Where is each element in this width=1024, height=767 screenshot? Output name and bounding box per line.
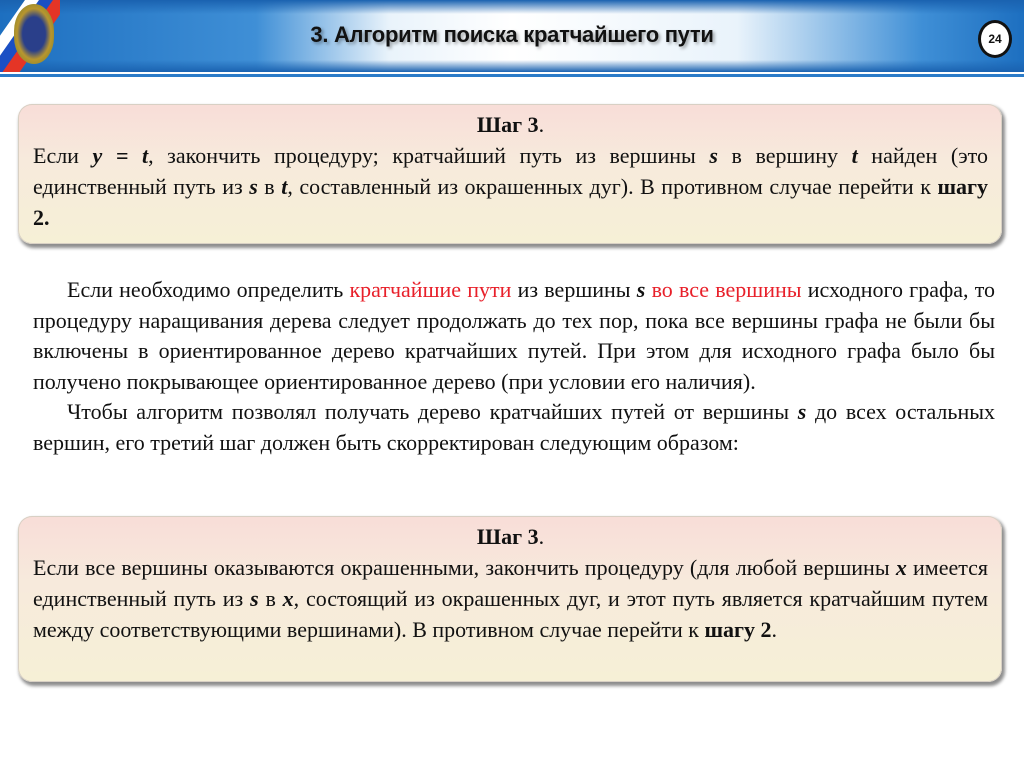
var: s (636, 277, 646, 302)
text: , закончить процедуру; кратчайший путь из вершины (148, 143, 710, 168)
emblem-logo (14, 4, 54, 64)
text: в (258, 586, 283, 611)
var: s (797, 399, 807, 424)
var: t (851, 143, 858, 168)
text: Если необходимо определить (67, 277, 350, 302)
paragraph-2 (33, 397, 995, 458)
heading-dot: . (538, 112, 545, 137)
paragraph-1 (33, 275, 995, 397)
text: Если (33, 143, 93, 168)
step-ref: шагу 2 (704, 617, 772, 642)
step3-heading (33, 522, 988, 552)
step3-box (18, 104, 1002, 244)
step3-text (33, 552, 988, 645)
text: из вершины (511, 277, 637, 302)
main-text (33, 275, 995, 458)
text: Если все вершины оказываются окрашенными, закончить процедуру (для любой вершины (33, 555, 896, 580)
text: . (771, 617, 778, 642)
slide-title: 3. Алгоритм поиска кратчайшего пути (310, 22, 714, 47)
heading-text: Шаг 3 (476, 112, 539, 137)
text: имеется единственный путь из (33, 555, 988, 611)
highlight: кратчайшие пути (349, 277, 512, 302)
text: Чтобы алгоритм позволял получать дерево кратчайших путей от вершины (67, 399, 798, 424)
text: , составленный из окрашенных дуг). В противном случае перейти к (287, 174, 938, 199)
text: найден (это единственный путь из (33, 143, 988, 199)
step3-text (33, 140, 988, 233)
var: x (282, 586, 294, 611)
var: s (250, 586, 259, 611)
heading-dot: . (538, 524, 545, 549)
formula: y = t (92, 143, 149, 168)
text: в вершину (717, 143, 852, 168)
text: исходного графа, то процедуру наращивания дерева следует продолжать до тех пор, пока все вершины графа не были бы включены в ориентированное дерево кратчайших путей. При этом для исходного графа было бы получено покрывающее ориентированное дерево (при условии его наличия). (33, 277, 996, 394)
step3-revised-box (18, 516, 1002, 682)
header-divider (0, 74, 1024, 77)
page-number: 24 (978, 20, 1012, 58)
var: t (281, 174, 288, 199)
highlight: во все вершины (651, 277, 802, 302)
text: в (257, 174, 282, 199)
text: до всех остальных вершин, его третий шаг должен быть скорректирован следующим образом: (33, 399, 995, 455)
heading-text: Шаг 3 (476, 524, 539, 549)
step3-heading (33, 110, 988, 140)
var: s (709, 143, 718, 168)
var: x (895, 555, 907, 580)
var: s (249, 174, 258, 199)
step-ref: шагу 2. (33, 174, 989, 230)
text: , состоящий из окрашенных дуг, и этот путь является кратчайшим путем между соответствующими вершинами). В противном случае перейти к (33, 586, 989, 642)
